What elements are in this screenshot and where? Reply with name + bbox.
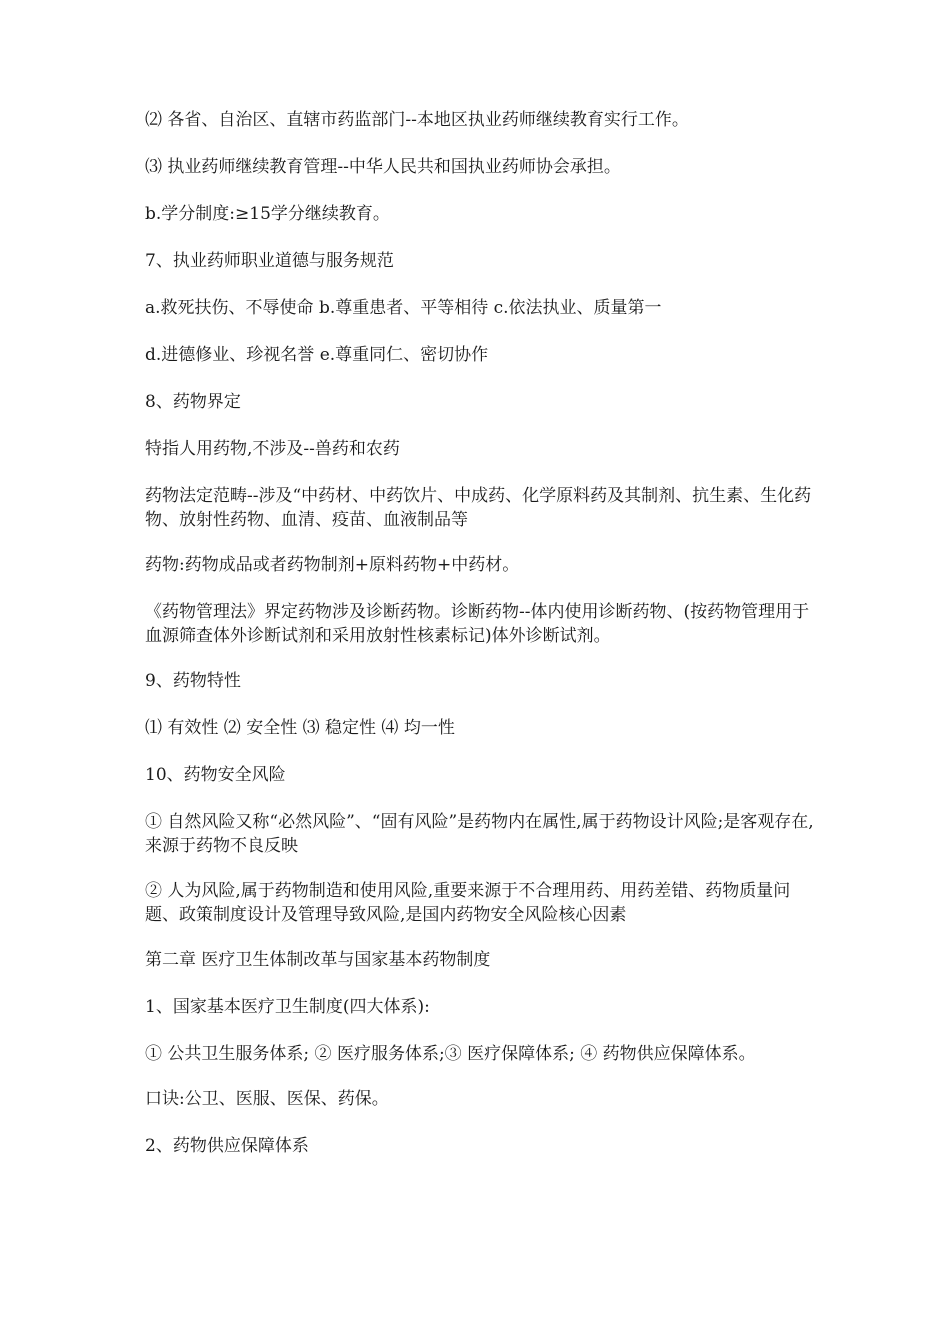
paragraph-natural-risk: ① 自然风险又称“必然风险”、“固有风险”是药物内在属性,属于药物设计风险;是客观存在,来源于药物不良反映 — [145, 812, 814, 856]
paragraph-ethics-de: d.进德修业、珍视名誉 e.尊重同仁、密切协作 — [145, 345, 489, 365]
paragraph-credit-system: b.学分制度:≥15学分继续教育。 — [145, 204, 390, 224]
heading-drug-definition: 8、药物界定 — [145, 392, 241, 412]
document-body — [145, 108, 815, 1181]
paragraph-diagnostic-drugs: 《药物管理法》界定药物涉及诊断药物。诊断药物--体内使用诊断药物、(按药物管理用于血源筛查体外诊断试剂和采用放射性核素标记)体外诊断试剂。 — [145, 602, 810, 646]
paragraph-human-risk: ② 人为风险,属于药物制造和使用风险,重要来源于不合理用药、用药差错、药物质量问题、政策制度设计及管理导致风险,是国内药物安全风险核心因素 — [145, 881, 791, 925]
heading-chapter-two: 第二章 医疗卫生体制改革与国家基本药物制度 — [145, 950, 491, 970]
heading-drug-properties: 9、药物特性 — [145, 671, 241, 691]
heading-drug-safety-risk: 10、药物安全风险 — [145, 765, 286, 785]
paragraph-cme-provincial: ⑵ 各省、自治区、直辖市药监部门--本地区执业药师继续教育实行工作。 — [145, 110, 689, 130]
paragraph-mnemonic: 口诀:公卫、医服、医保、药保。 — [145, 1089, 389, 1109]
paragraph-legal-scope: 药物法定范畴--涉及“中药材、中药饮片、中成药、化学原料药及其制剂、抗生素、生化药物、放射性药物、血清、疫苗、血液制品等 — [145, 486, 812, 530]
heading-four-systems: 1、国家基本医疗卫生制度(四大体系): — [145, 997, 430, 1017]
paragraph-four-systems-list: ① 公共卫生服务体系; ② 医疗服务体系;③ 医疗保障体系; ④ 药物供应保障体系。 — [145, 1044, 756, 1064]
paragraph-ethics-abc: a.救死扶伤、不辱使命 b.尊重患者、平等相待 c.依法执业、质量第一 — [145, 298, 662, 318]
paragraph-cme-management: ⑶ 执业药师继续教育管理--中华人民共和国执业药师协会承担。 — [145, 157, 621, 177]
heading-drug-supply: 2、药物供应保障体系 — [145, 1136, 309, 1156]
paragraph-drug-composition: 药物:药物成品或者药物制剂+原料药物+中药材。 — [145, 555, 520, 575]
paragraph-human-use: 特指人用药物,不涉及--兽药和农药 — [145, 439, 400, 459]
paragraph-properties-list: ⑴ 有效性 ⑵ 安全性 ⑶ 稳定性 ⑷ 均一性 — [145, 718, 455, 738]
heading-ethics: 7、执业药师职业道德与服务规范 — [145, 251, 394, 271]
